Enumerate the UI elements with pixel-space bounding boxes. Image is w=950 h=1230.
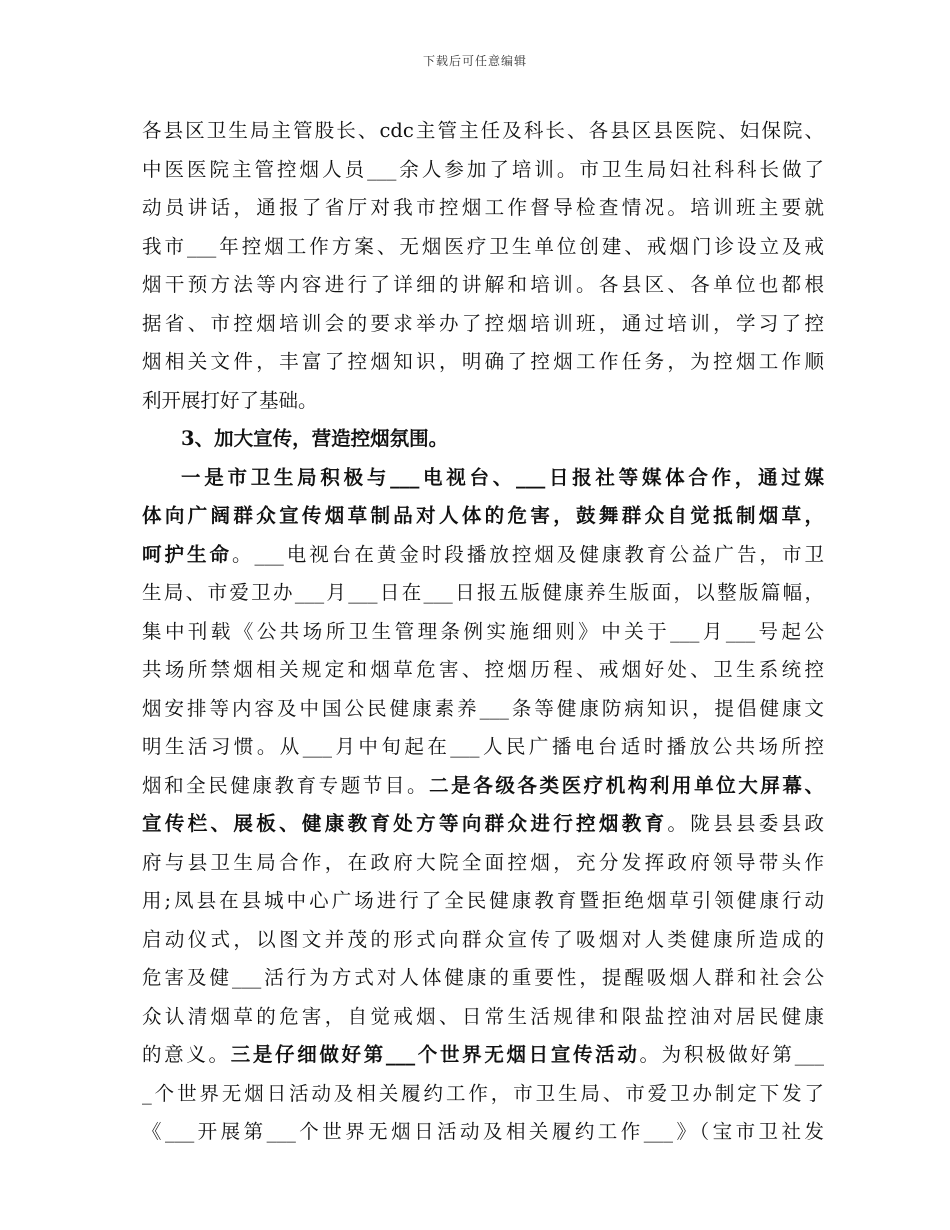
bold-text-segment: 一是市卫生局积极与___电视台、___日报社等媒体合作，通过媒: [181, 465, 824, 489]
text-segment: 府与县卫生局合作，在政府大院全面控烟，充分发挥政府领导带头作: [142, 850, 824, 874]
text-line: [142, 536, 824, 575]
text-line: [142, 459, 824, 498]
text-segment: 烟和全民健康教育专题节目。: [142, 773, 430, 797]
text-line: [142, 1075, 824, 1114]
text-segment: 烟干预方法等内容进行了详细的讲解和培训。各县区、各单位也都根: [142, 273, 824, 296]
text-line: [142, 1113, 824, 1152]
bold-text-segment: 3、加大宣传，营造控烟氛围。: [181, 427, 449, 450]
text-segment: 。___电视台在黄金时段播放控烟及健康教育公益广告，市卫: [232, 542, 824, 566]
text-line: [142, 189, 824, 228]
text-line: [142, 998, 824, 1037]
text-segment: 集中刊载《公共场所卫生管理条例实施细则》中关于___月___号起公: [142, 619, 824, 643]
text-segment: 的意义。: [142, 1043, 231, 1066]
bold-text-segment: 宣传栏、展板、健康教育处方等向群众进行控烟教育: [142, 812, 668, 835]
text-line: [142, 1036, 824, 1075]
text-line: [142, 574, 824, 613]
text-segment: 《___开展第___个世界无烟日活动及相关履约工作___》（宝市卫社发: [142, 1120, 824, 1143]
text-line: [142, 805, 824, 844]
text-segment: 生局、市爱卫办___月___日在___日报五版健康养生版面，以整版篇幅，: [142, 581, 824, 604]
text-line: [142, 959, 824, 998]
text-segment: 危害及健___活行为方式对人体健康的重要性，提醒吸烟人群和社会公: [142, 966, 824, 989]
text-line: [142, 112, 824, 151]
text-segment: 烟安排等内容及中国公民健康素养___条等健康防病知识，提倡健康文: [142, 696, 824, 720]
text-segment: 。陇县县委县政: [667, 812, 824, 835]
text-segment: _个世界无烟日活动及相关履约工作，市卫生局、市爱卫办制定下发了: [142, 1081, 824, 1105]
text-line: [142, 420, 824, 459]
bold-text-segment: 呵护生命: [142, 542, 233, 566]
text-line: [142, 343, 824, 382]
document-body: [142, 112, 824, 1152]
text-segment: 共场所禁烟相关规定和烟草危害、控烟历程、戒烟好处、卫生系统控: [142, 658, 824, 681]
text-segment: 启动仪式，以图文并茂的形式向群众宣传了吸烟对人类健康所造成的: [142, 927, 824, 951]
text-line: [142, 921, 824, 960]
text-line: [142, 728, 824, 767]
text-segment: 动员讲话，通报了省厅对我市控烟工作督导检查情况。培训班主要就: [142, 196, 824, 219]
text-line: [142, 651, 824, 690]
text-line: [142, 151, 824, 190]
text-line: [142, 613, 824, 652]
text-segment: 中医医院主管控烟人员___余人参加了培训。市卫生局妇社科科长做了: [142, 157, 824, 181]
text-segment: 众认清烟草的危害，自觉戒烟、日常生活规律和限盐控油对居民健康: [142, 1004, 824, 1028]
text-line: [142, 844, 824, 883]
text-line: [142, 228, 824, 267]
page-header: 下载后可任意编辑: [422, 54, 527, 68]
bold-text-segment: 三是仔细做好第___个世界无烟日宣传活动: [230, 1043, 640, 1066]
bold-text-segment: 二是各级各类医疗机构利用单位大屏幕、: [429, 773, 824, 797]
text-segment: 。为积极做好第___: [639, 1043, 824, 1066]
text-line: [142, 690, 824, 729]
text-line: [142, 305, 824, 344]
text-line: [142, 767, 824, 806]
text-line: [142, 266, 824, 305]
text-segment: 明生活习惯。从___月中旬起在___人民广播电台适时播放公共场所控: [142, 735, 824, 758]
text-segment: 利开展打好了基础。: [142, 388, 318, 412]
text-segment: 各县区卫生局主管股长、cdc主管主任及科长、各县区县医院、妇保院、: [142, 119, 824, 142]
text-segment: 我市___年控烟工作方案、无烟医疗卫生单位创建、戒烟门诊设立及戒: [142, 234, 824, 258]
text-line: [142, 882, 824, 921]
text-line: [142, 497, 824, 536]
text-segment: 用;凤县在县城中心广场进行了全民健康教育暨拒绝烟草引领健康行动: [142, 889, 824, 912]
bold-text-segment: 体向广阔群众宣传烟草制品对人体的危害，鼓舞群众自觉抵制烟草，: [142, 504, 824, 527]
text-line: [142, 382, 824, 421]
text-segment: 据省、市控烟培训会的要求举办了控烟培训班，通过培训，学习了控: [142, 311, 824, 335]
text-segment: 烟相关文件，丰富了控烟知识，明确了控烟工作任务，为控烟工作顺: [142, 350, 824, 373]
